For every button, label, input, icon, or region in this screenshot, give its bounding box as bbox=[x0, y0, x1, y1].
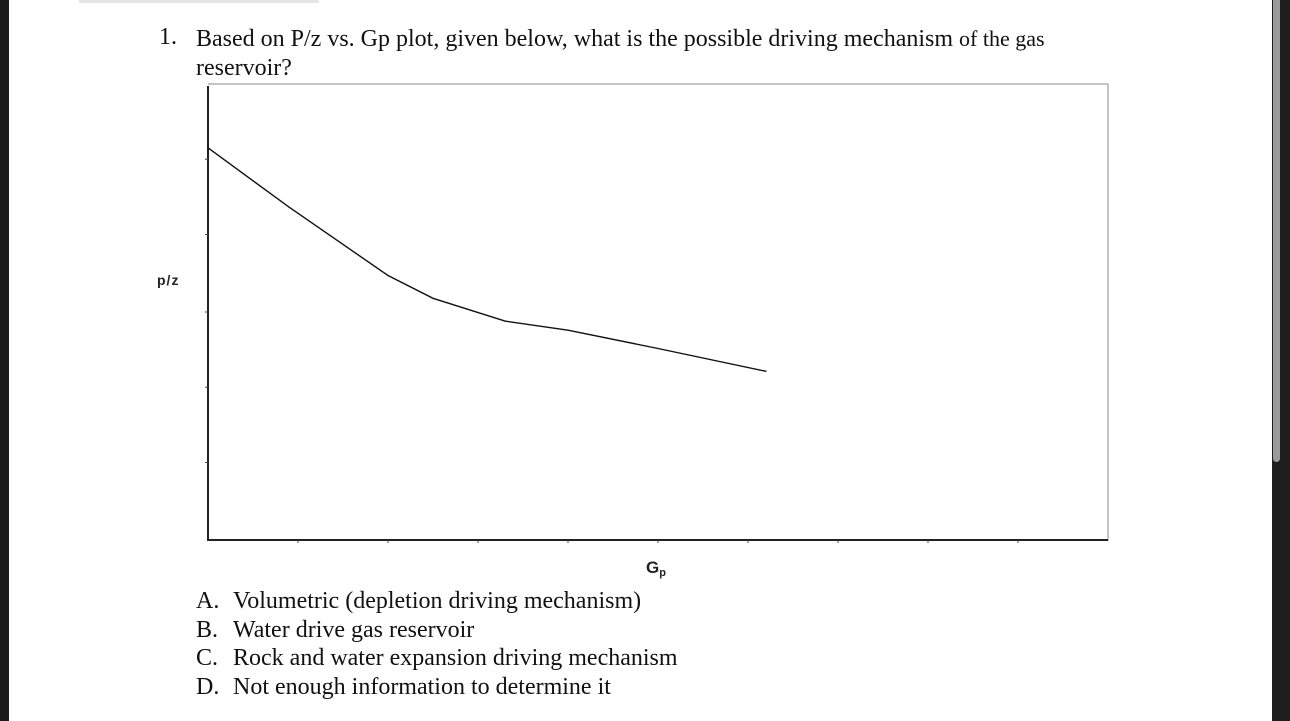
option-text: Volumetric (depletion driving mechanism) bbox=[233, 588, 642, 614]
option-letter: B. bbox=[196, 616, 219, 643]
question-text bbox=[196, 24, 1096, 83]
question-number: 1. bbox=[159, 24, 177, 50]
pz-vs-gp-chart bbox=[154, 80, 1114, 545]
page-top-tab bbox=[79, 0, 319, 3]
document-page bbox=[9, 0, 1272, 721]
option-b[interactable] bbox=[196, 616, 678, 645]
series-point-5 bbox=[567, 330, 568, 331]
answer-options bbox=[196, 587, 678, 701]
option-a[interactable] bbox=[196, 587, 678, 616]
option-letter: A. bbox=[196, 588, 220, 614]
y-axis-label: p/z bbox=[157, 272, 180, 288]
series-point-2 bbox=[387, 275, 388, 276]
series-point-6 bbox=[657, 348, 658, 349]
series-point-1 bbox=[288, 207, 289, 208]
x-axis-label-subscript: p bbox=[659, 567, 666, 579]
series-point-4 bbox=[504, 321, 505, 322]
option-text: Not enough information to determine it bbox=[233, 673, 611, 700]
series-point-0 bbox=[207, 147, 208, 148]
x-axis-label bbox=[646, 558, 666, 579]
scrollbar-thumb[interactable] bbox=[1273, 0, 1280, 462]
option-letter: C. bbox=[196, 645, 219, 672]
question-text-main: Based on P/z vs. Gp plot, given below, what is the possible driving mechanism bbox=[196, 26, 954, 52]
question-text-small: of the gas bbox=[959, 26, 1045, 51]
option-d[interactable] bbox=[196, 673, 678, 702]
x-axis-label-main: G bbox=[646, 558, 660, 577]
chart-frame bbox=[208, 84, 1108, 541]
question-text-line2: reservoir? bbox=[196, 55, 292, 81]
series-point-7 bbox=[765, 371, 766, 372]
series-points bbox=[207, 147, 766, 372]
option-text: Rock and water expansion driving mechanism bbox=[233, 645, 678, 672]
option-c[interactable] bbox=[196, 644, 678, 673]
series-line-pz bbox=[208, 148, 766, 371]
series-point-3 bbox=[432, 298, 433, 299]
window-left-edge bbox=[0, 0, 9, 721]
option-text: Water drive gas reservoir bbox=[233, 616, 475, 643]
option-letter: D. bbox=[196, 673, 220, 700]
